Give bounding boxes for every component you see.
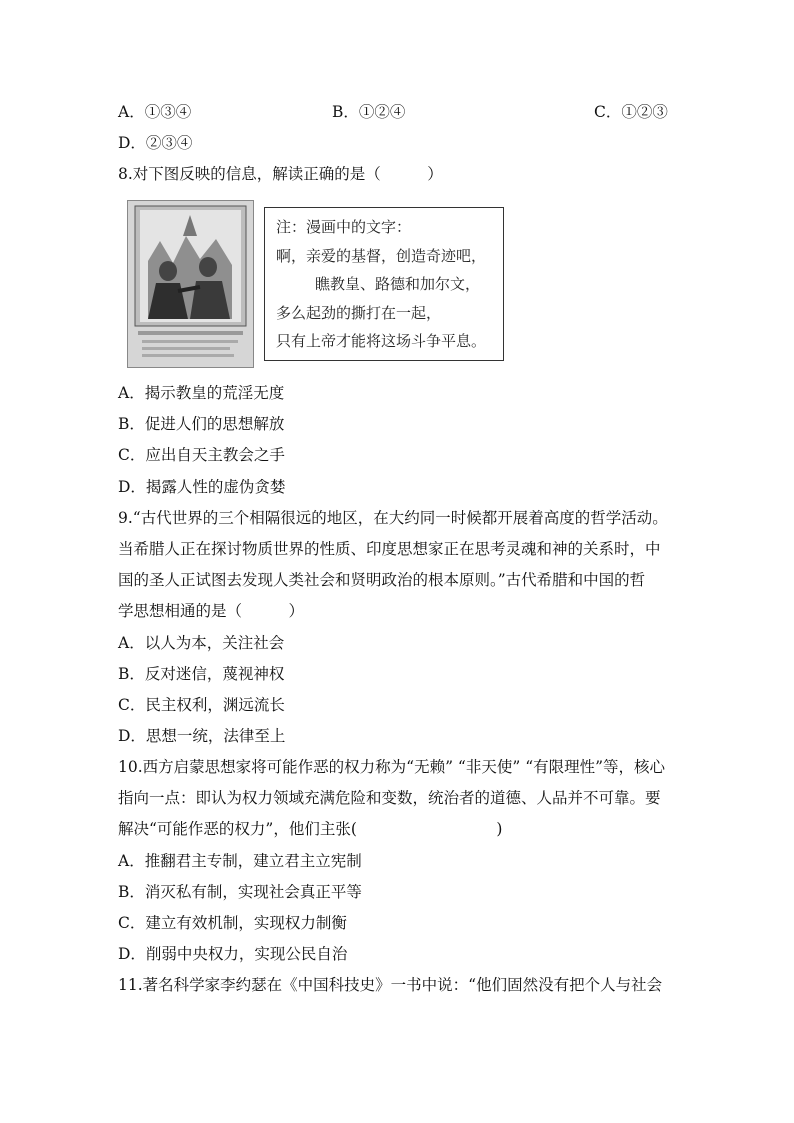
q10-stem-line-2: 指向一点：即认为权力领域充满危险和变数，统治者的道德、人品并不可靠。要 xyxy=(118,789,661,807)
q7-option-c: C．①②③ xyxy=(594,103,668,121)
cartoon-image xyxy=(127,200,254,368)
q9-option-b: B．反对迷信，蔑视神权 xyxy=(118,665,285,683)
q7-option-a: A．①③④ xyxy=(118,103,192,121)
q8-option-b: B．促进人们的思想解放 xyxy=(118,415,285,433)
note-line-1: 注：漫画中的文字： xyxy=(276,218,412,236)
q9-stem-line-3: 国的圣人正试图去发现人类社会和贤明政治的根本原则。”古代希腊和中国的哲 xyxy=(118,571,646,589)
q10-option-b: B．消灭私有制，实现社会真正平等 xyxy=(118,883,362,901)
q9-stem-line-1: 9.“古代世界的三个相隔很远的地区，在大约同一时候都开展着高度的哲学活动。 xyxy=(118,509,668,527)
note-line-5: 只有上帝才能将这场斗争平息。 xyxy=(276,332,487,350)
q9-stem-line-2: 当希腊人正在探讨物质世界的性质、印度思想家正在思考灵魂和神的关系时，中 xyxy=(118,540,661,558)
note-line-4: 多么起劲的撕打在一起， xyxy=(276,303,442,322)
q7-option-b: B．①②④ xyxy=(332,103,406,121)
q10-option-a: A．推翻君主专制，建立君主立宪制 xyxy=(118,852,362,870)
q10-stem-line-3: 解决“可能作恶的权力”，他们主张( ) xyxy=(118,820,503,838)
q10-stem-line-1: 10.西方启蒙思想家将可能作恶的权力称为“无赖” “非天使” “有限理性”等，核心 xyxy=(118,758,666,776)
q9-option-d: D．思想一统，法律至上 xyxy=(118,727,286,745)
q8-option-d: D．揭露人性的虚伪贪婪 xyxy=(118,478,286,496)
q8-option-a: A．揭示教皇的荒淫无度 xyxy=(118,384,285,402)
q8-figure xyxy=(127,200,507,368)
q9-stem-line-4: 学思想相通的是（ ） xyxy=(118,602,305,620)
q7-option-d: D．②③④ xyxy=(118,134,193,152)
q8-option-c: C．应出自天主教会之手 xyxy=(118,446,285,464)
q9-option-a: A．以人为本，关注社会 xyxy=(118,634,285,652)
q9-option-c: C．民主权利，渊远流长 xyxy=(118,696,285,714)
q8-stem: 8.对下图反映的信息，解读正确的是（ ） xyxy=(118,165,443,183)
cartoon-caption-box xyxy=(264,207,504,361)
q10-option-c: C．建立有效机制，实现权力制衡 xyxy=(118,914,347,932)
note-line-2: 啊，亲爱的基督，创造奇迹吧， xyxy=(276,246,487,265)
q11-stem-line-1: 11.著名科学家李约瑟在《中国科技史》一书中说：“他们固然没有把个人与社会 xyxy=(118,976,663,994)
q10-option-d: D．削弱中央权力，实现公民自治 xyxy=(118,945,348,963)
note-line-3: 瞧教皇、路德和加尔文， xyxy=(315,275,481,293)
